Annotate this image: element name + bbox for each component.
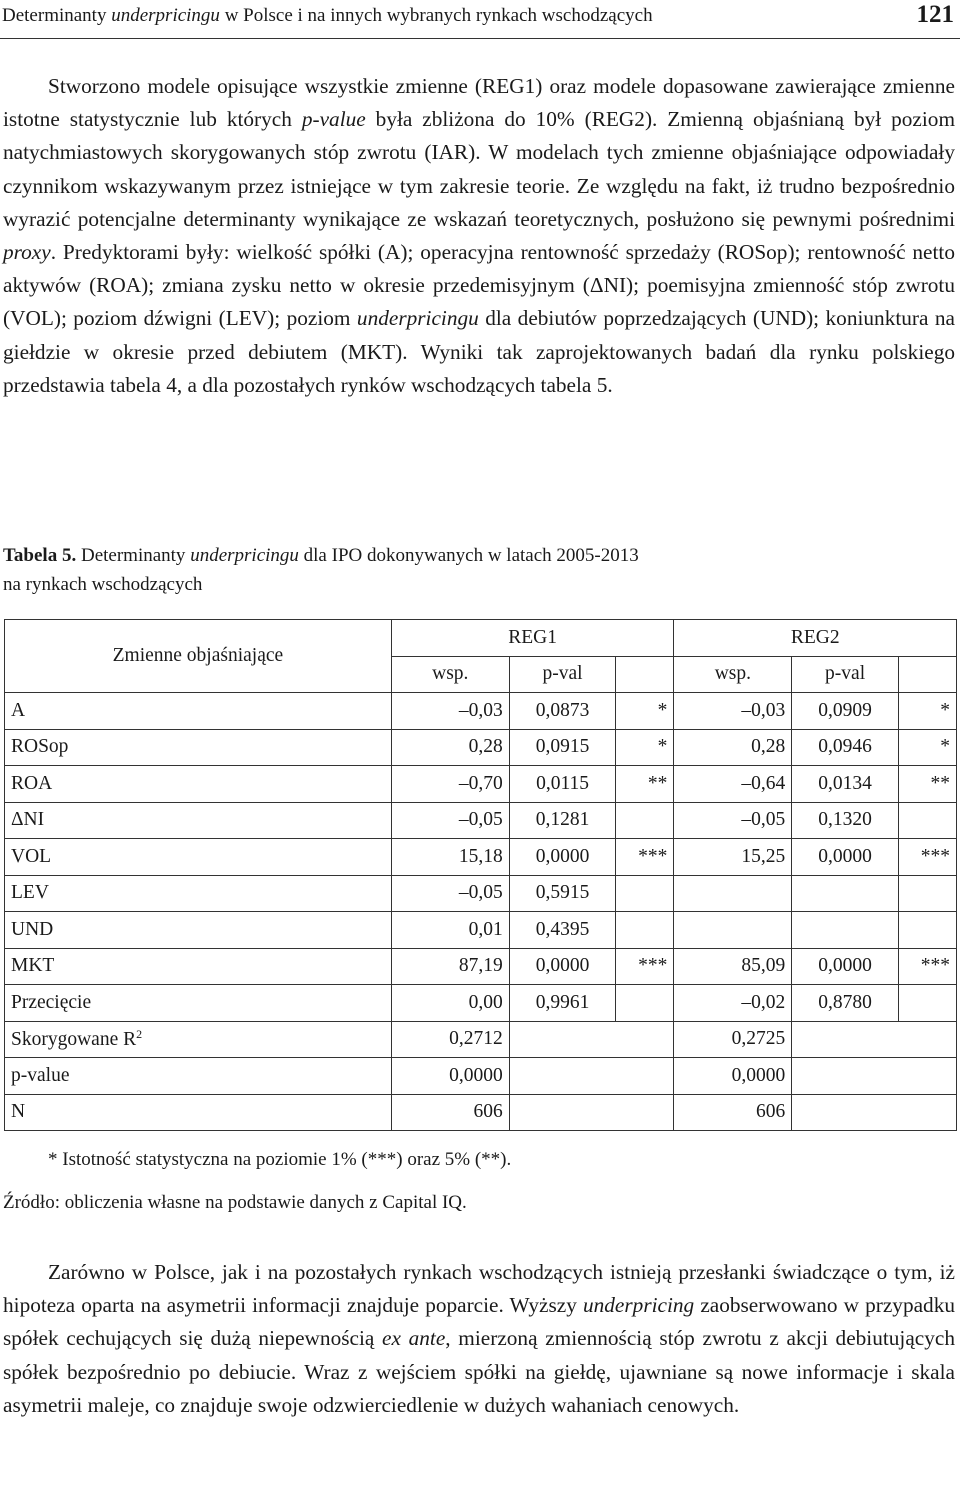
signif-reg2: * [898,693,956,730]
table-row [5,693,957,730]
pval-reg2: 0,0946 [792,729,899,766]
table-row [5,948,957,985]
paragraph-intro [3,70,955,402]
running-title-part: w Polsce i na innych wybranych rynkach wschodzących [219,5,653,26]
page-number: 121 [916,1,954,28]
text-run: zaobserwowano w przypadku spółek cechujących się dużą niepewnością [3,1293,955,1351]
header-wsp: wsp. [391,656,509,693]
table-row [5,875,957,912]
caption-emphasis: underpricingu [190,545,299,566]
pval-reg1: 0,5915 [509,875,616,912]
text-run: Zarówno w Polsce, jak i na pozostałych rynkach wschodzących istnieją przesłanki świadczące o tym, iż hipoteza oparta na asymetrii informacji znajduje poparcie. Wyższy [3,1260,955,1318]
signif-reg1: ** [616,766,674,803]
caption-label: Tabela 5. [3,545,77,566]
coef-reg2: –0,05 [674,802,792,839]
blank-cell [792,1021,957,1058]
signif-reg2 [898,875,956,912]
row-label: MKT [5,948,392,985]
coef-reg1: 15,18 [391,839,509,876]
table-row-pvalue [5,1058,957,1095]
coef-reg2 [674,912,792,949]
pval-reg2 [792,912,899,949]
pval-reg2 [792,875,899,912]
pval-reg1: 0,9961 [509,985,616,1022]
row-label: N [5,1094,392,1131]
text-run: była zbliżona do 10% (REG2). Zmienną objaśnianą był poziom natychmiastowych skorygowanych stóp zwrotu (IAR). W modelach tych zmienne objaśniające odpowiadały czynnikom wskazywanym przez istniejące w tym zakresie teorie. Ze względu na fakt, iż trudno bezpośrednio wyrazić potencjalne determinanty wynikające ze wskazań teoretycznych, posłużono się pewnymi pośrednimi [3,107,956,231]
pval-reg2: 0,0000 [792,839,899,876]
header-wsp: wsp. [674,656,792,693]
pval-reg2: 0,1320 [792,802,899,839]
pval-reg1: 0,0000 [509,948,616,985]
text-run: , mierzoną zmiennością stóp zwrotu z akcji debiutujących spółek bezpośrednio po debiucie. Wraz z wejściem spółki na giełdę, ujawniane są nowe informacje i skala asymetrii maleje, co znajduje swoje odzwierciedlenie w dużych wahaniach cenowych. [3,1326,955,1417]
caption-text: dla IPO dokonywanych w latach 2005-2013 [298,545,639,566]
table-source: Źródło: obliczenia własne na podstawie danych z Capital IQ. [3,1192,467,1213]
pvalue-reg2: 0,0000 [674,1058,792,1095]
table-header-row [5,620,957,657]
pval-reg1: 0,0000 [509,839,616,876]
signif-reg2 [898,985,956,1022]
blank-cell [509,1058,674,1095]
text-emphasis: proxy [3,240,51,265]
paragraph-conclusion [3,1256,955,1422]
signif-reg2: *** [898,948,956,985]
header-reg1: REG1 [391,620,674,657]
text-emphasis: ex ante [382,1326,446,1351]
blank-cell [792,1058,957,1095]
row-label: A [5,693,392,730]
coef-reg2: 0,28 [674,729,792,766]
pvalue-reg1: 0,0000 [391,1058,509,1095]
header-reg2: REG2 [674,620,957,657]
header-variables: Zmienne objaśniające [5,620,392,693]
coef-reg1: 0,01 [391,912,509,949]
table-row [5,766,957,803]
pval-reg1: 0,0873 [509,693,616,730]
pval-reg1: 0,0115 [509,766,616,803]
signif-reg2 [898,802,956,839]
signif-reg1: *** [616,839,674,876]
coef-reg2: –0,64 [674,766,792,803]
coef-reg1: –0,03 [391,693,509,730]
caption-text: na rynkach wschodzących [3,574,203,595]
coef-reg1: 0,00 [391,985,509,1022]
header-pval: p-val [792,656,899,693]
caption-text: Determinanty [76,545,191,566]
header-stars [898,656,956,693]
blank-cell [792,1094,957,1131]
row-label: Przecięcie [5,985,392,1022]
text-emphasis: underpricingu [356,306,479,331]
coef-reg2: 85,09 [674,948,792,985]
coef-reg1: –0,70 [391,766,509,803]
n-reg1: 606 [391,1094,509,1131]
table-row-r2 [5,1021,957,1058]
table-row-n [5,1094,957,1131]
running-title-part: Determinanty [2,5,112,26]
signif-reg1 [616,912,674,949]
n-reg2: 606 [674,1094,792,1131]
text-run: . Predyktorami były: wielkość spółki (A); operacyjna rentowność sprzedaży (ROSop); rentowność netto aktywów (ROA); zmiana zysku netto w okresie przedemisyjnym (ΔNI); poemisyjna zmienność stóp zwrotu (VOL); poziom dźwigni (LEV); poziom [3,240,955,331]
table-row [5,839,957,876]
signif-reg1 [616,875,674,912]
signif-reg2: * [898,729,956,766]
signif-reg2 [898,912,956,949]
signif-reg1 [616,985,674,1022]
coef-reg1: –0,05 [391,802,509,839]
signif-reg1: * [616,693,674,730]
r2-reg2: 0,2725 [674,1021,792,1058]
pval-reg1: 0,1281 [509,802,616,839]
table-row [5,912,957,949]
row-label: ROSop [5,729,392,766]
text-emphasis: underpricing [582,1293,695,1318]
pval-reg2: 0,0134 [792,766,899,803]
table-body [5,693,957,1022]
coef-reg2: 15,25 [674,839,792,876]
signif-reg1 [616,802,674,839]
table-row [5,985,957,1022]
coef-reg2 [674,875,792,912]
header-stars [616,656,674,693]
row-label: p-value [5,1058,392,1095]
table-caption [3,541,903,599]
signif-reg1: *** [616,948,674,985]
r2-reg1: 0,2712 [391,1021,509,1058]
pval-reg1: 0,4395 [509,912,616,949]
coef-reg2: –0,03 [674,693,792,730]
text-run: Stworzono modele opisujące wszystkie zmienne (REG1) oraz modele dopasowane zawierające zmienne istotne statystycznie lub których [3,74,955,132]
coef-reg2: –0,02 [674,985,792,1022]
table-footnote: * Istotność statystyczna na poziomie 1% (***) oraz 5% (**). [48,1149,512,1170]
blank-cell [509,1094,674,1131]
table-row [5,729,957,766]
text-run: dla debiutów poprzedzających (UND); koniunktura na giełdzie w okresie przed debiutem (MKT). Wyniki tak zaprojektowanych badań dla rynku polskiego przedstawia tabela 4, a dla pozostałych rynków wschodzących tabela 5. [3,306,955,397]
coef-reg1: 0,28 [391,729,509,766]
text-emphasis: p-value [301,107,366,132]
table-row [5,802,957,839]
signif-reg2: ** [898,766,956,803]
blank-cell [509,1021,674,1058]
row-label: ΔNI [5,802,392,839]
signif-reg1: * [616,729,674,766]
pval-reg2: 0,8780 [792,985,899,1022]
pval-reg2: 0,0909 [792,693,899,730]
row-label: LEV [5,875,392,912]
row-label: ROA [5,766,392,803]
r2-superscript: 2 [136,1027,143,1042]
signif-reg2: *** [898,839,956,876]
running-title-emphasis: underpricingu [111,5,220,26]
row-label [5,1021,392,1058]
row-label: VOL [5,839,392,876]
pval-reg2: 0,0000 [792,948,899,985]
row-label: UND [5,912,392,949]
running-title [2,5,653,27]
coef-reg1: –0,05 [391,875,509,912]
running-header [0,0,960,39]
results-table [4,619,957,1131]
r2-label: Skorygowane R [11,1029,137,1051]
header-pval: p-val [509,656,616,693]
coef-reg1: 87,19 [391,948,509,985]
pval-reg1: 0,0915 [509,729,616,766]
